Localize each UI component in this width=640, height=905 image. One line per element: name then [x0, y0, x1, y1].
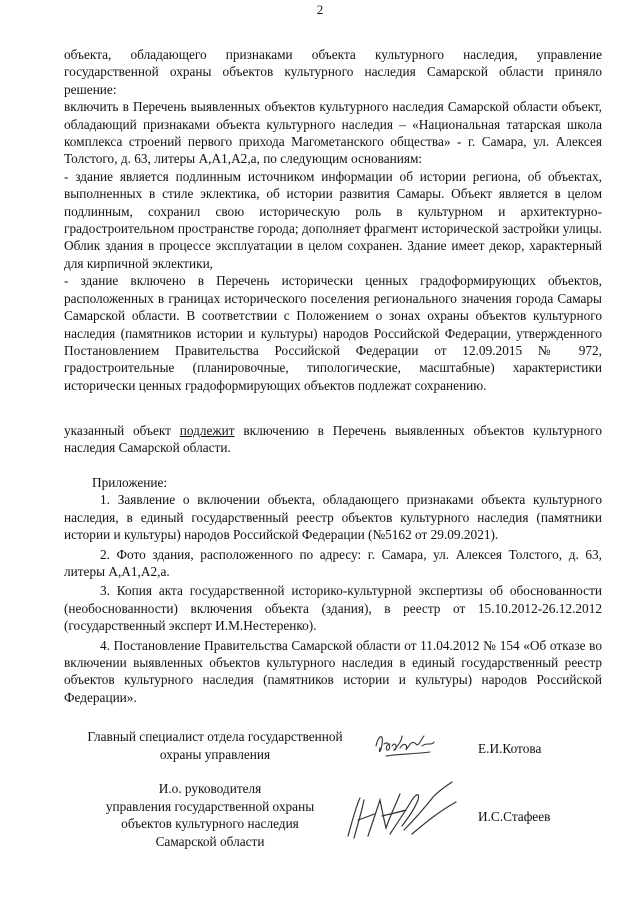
paragraph: объекта, обладающего признаками объекта культурного наследия, управление государственной охраны объектов культурного наследия Самарской области приняло решение:: [64, 47, 602, 97]
appendix-item: 2. Фото здания, расположенного по адресу: г. Самара, ул. Алексея Толстого, д. 63, литеры А,А1,А2,а.: [64, 546, 602, 580]
appendix-item: 1. Заявление о включении объекта, обладающего признаками объекта культурного наследия, в единый государственный реестр объектов культурного наследия (памятники истории и культуры) народов Российской Федерации (№5162 от 29.09.2021).: [64, 492, 602, 543]
signatory-name: Е.И.Котова: [478, 741, 542, 756]
appendix-item: 4. Постановление Правительства Самарской области от 11.04.2012 № 154 «Об отказе во включении выявленных объектов культурного наследия в единый государственный реестр объектов культурного наследия (памятников истории и культуры) народов Российской Федерации».: [64, 637, 602, 705]
signature-position: [80, 780, 340, 850]
appendix-title: Приложение:: [92, 475, 168, 490]
position-line: управления государственной охраны: [105, 798, 315, 814]
position-line: Самарской области: [155, 833, 265, 849]
signature-position: [50, 728, 380, 763]
conclusion-underlined: подлежит: [179, 423, 235, 438]
appendix: [64, 474, 602, 706]
paragraph: включить в Перечень выявленных объектов культурного наследия Самарской области объект, обладающий признаками объекта культурного наследия – «Национальная татарская школа комплекса строений первого прихода Магометанского общества» - г. Самара, ул. Алексея Толстого, д. 63, литеры А,А1,А2,а, по следующим основаниям:: [64, 99, 602, 167]
conclusion-paragraph: [64, 422, 602, 457]
handwritten-signature-kotova: [372, 726, 442, 760]
position-line: И.о. руководителя: [158, 781, 262, 796]
conclusion-text: включению в Перечень выявленных объектов культурного наследия Самарской области.: [64, 423, 602, 456]
appendix-item: 3. Копия акта государственной историко-культурной экспертизы об обоснованности (необоснованности) включения объекта (здания), в реестр от 15.10.2012-26.12.2012 (государственный эксперт И.М.Нестеренко).: [64, 583, 602, 634]
handwritten-signature-stafeev: [342, 776, 464, 848]
conclusion-text: указанный объект: [64, 423, 180, 438]
signatory-name: И.С.Стафеев: [478, 809, 551, 824]
paragraph: - здание является подлинным источником информации об истории региона, об объектах, выполненных в стиле эклектика, об истории развития Самары. Объект является в целом подлинным, сохранил свою историческую роль в культурном и архитектурно-градостроительном пространстве города; дополняет фрагмент исторической застройки улицы. Облик здания в процессе эксплуатации в целом сохранен. Здание имеет декор, характерный для кирпичной эклектики,: [64, 168, 602, 271]
decision-text: [64, 46, 602, 394]
position-line: Главный специалист отдела государственной: [87, 729, 343, 744]
position-line: охраны управления: [159, 746, 271, 762]
page-number: 2: [316, 2, 324, 17]
position-line: объектов культурного наследия: [121, 816, 299, 831]
paragraph: - здание включено в Перечень исторически ценных градоформирующих объектов, расположенных в границах исторического поселения регионального значения города Самары Самарской области. В соответствии с Положением о зонах охраны объектов культурного наследия (памятников истории и культуры) народов Российской Федерации, утвержденного Постановлением Правительства Российской Федерации от 12.09.2015 № 972, градостроительные (планировочные, типологические, масштабные) характеристики исторически ценных градоформирующих объектов подлежат сохранению.: [64, 273, 602, 393]
